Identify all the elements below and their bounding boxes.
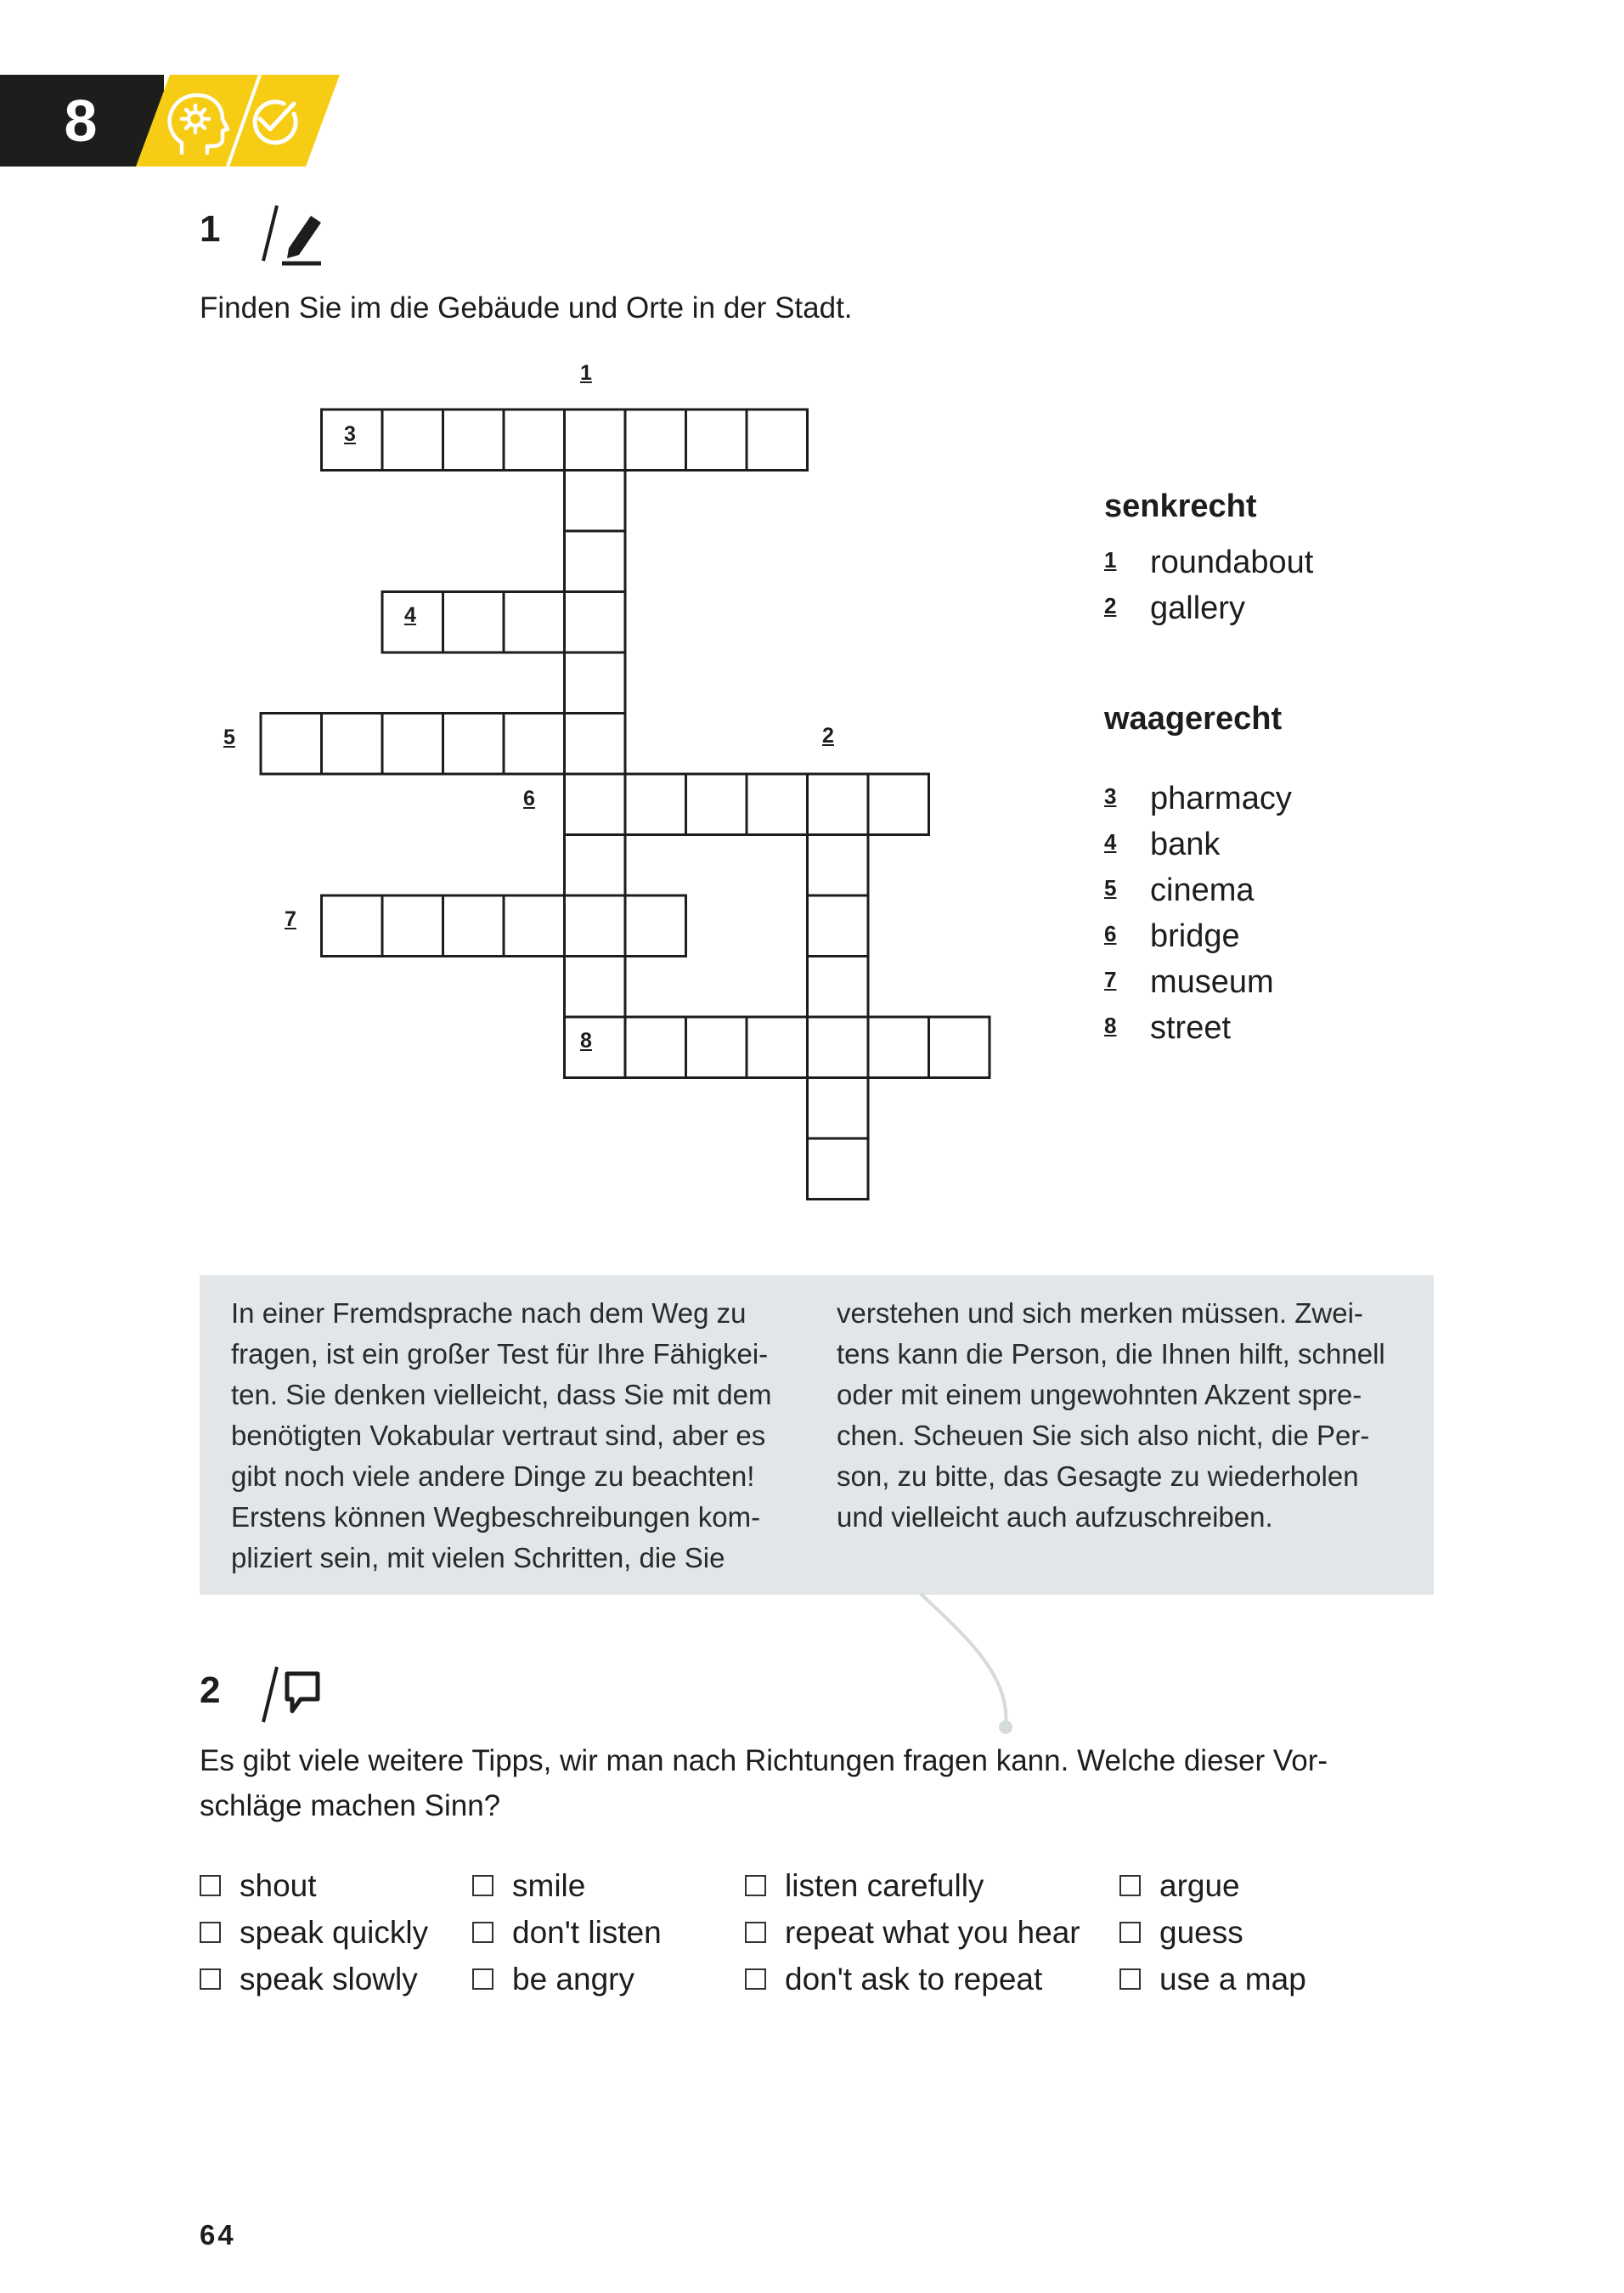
checkbox[interactable] (472, 1922, 493, 1943)
option-argue[interactable] (1119, 1862, 1306, 1909)
crossword-cell[interactable] (686, 774, 747, 835)
clue-text: gallery (1150, 590, 1245, 626)
option-label: speak quickly (240, 1915, 429, 1950)
crossword-cell[interactable] (808, 957, 869, 1018)
option-use-a-map[interactable] (1119, 1956, 1306, 2002)
crossword-cell[interactable] (625, 895, 686, 957)
exercise-1-instruction: Finden Sie im die Gebäude und Orte in der Stadt. (200, 291, 853, 325)
option-label: argue (1159, 1868, 1240, 1903)
clue-num: 2 (1104, 593, 1117, 618)
crossword-cell[interactable] (747, 1017, 808, 1078)
info-line: In einer Fremdsprache nach dem Weg zu (231, 1297, 747, 1329)
option-repeat-what-you-hear[interactable] (745, 1909, 1080, 1956)
info-line: ten. Sie denken vielleicht, dass Sie mit dem (231, 1379, 772, 1410)
clues-across-heading: waagerecht (1104, 701, 1283, 737)
clues-across (1104, 701, 1292, 1051)
clue-across-5 (1104, 867, 1292, 913)
clue-text: bank (1150, 827, 1221, 862)
crossword-cell[interactable] (808, 1078, 869, 1139)
info-line: und vielleicht auch aufzuschreiben. (837, 1501, 1273, 1533)
info-line: tens kann die Person, die Ihnen hilft, schnell (837, 1338, 1385, 1370)
checkbox[interactable] (1119, 1922, 1141, 1943)
crossword-cell[interactable] (808, 1017, 869, 1078)
option-label: smile (512, 1868, 586, 1903)
option-shout[interactable] (200, 1862, 428, 1909)
info-line: son, zu bitte, das Gesagte zu wiederholen (837, 1460, 1359, 1492)
checkbox[interactable] (200, 1922, 221, 1943)
option-label: don't ask to repeat (785, 1962, 1043, 1996)
crossword-cell[interactable] (382, 895, 443, 957)
clue-num: 1 (1104, 547, 1117, 573)
exercise-1-number: 1 (200, 208, 221, 250)
clue-down-1 (1104, 539, 1313, 585)
crossword-cell[interactable] (565, 592, 626, 653)
crossword-cell[interactable] (565, 409, 626, 471)
clue-text: bridge (1150, 918, 1240, 954)
option-speak-slowly[interactable] (200, 1956, 428, 2002)
crossword-cell[interactable] (565, 471, 626, 532)
crossword-cell[interactable] (747, 774, 808, 835)
crossword-cell[interactable] (382, 409, 443, 471)
options-column-1 (200, 1862, 428, 2002)
crossword-cell[interactable] (504, 592, 565, 653)
option-dont-listen[interactable] (472, 1909, 662, 1956)
clue-text: pharmacy (1150, 781, 1292, 816)
crossword-cell[interactable] (261, 714, 322, 775)
info-line: gibt noch viele andere Dinge zu beachten! (231, 1460, 755, 1492)
info-line: oder mit einem ungewohnten Akzent spre- (837, 1379, 1362, 1410)
info-line: pliziert sein, mit vielen Schritten, die Sie (231, 1542, 725, 1573)
option-smile[interactable] (472, 1862, 662, 1909)
option-dont-ask-to-repeat[interactable] (745, 1956, 1080, 2002)
exercise-2-instruction (200, 1738, 1328, 1828)
grid-label-8: 8 (580, 1029, 592, 1053)
grid-label-7: 7 (285, 907, 296, 931)
crossword-cell[interactable] (565, 895, 626, 957)
option-guess[interactable] (1119, 1909, 1306, 1956)
crossword-cell[interactable] (565, 652, 626, 714)
crossword-cell[interactable] (504, 714, 565, 775)
page-number: 64 (200, 2219, 236, 2251)
crossword-cell[interactable] (808, 895, 869, 957)
clue-num: 8 (1104, 1013, 1117, 1038)
checkbox[interactable] (745, 1875, 766, 1896)
crossword-cell[interactable] (808, 1138, 869, 1200)
clue-across-6 (1104, 913, 1292, 959)
option-speak-quickly[interactable] (200, 1909, 428, 1956)
crossword-cell[interactable] (565, 957, 626, 1018)
crossword-cell[interactable] (443, 714, 505, 775)
clue-text: museum (1150, 964, 1274, 1000)
clue-num: 5 (1104, 875, 1117, 901)
crossword-cell[interactable] (868, 774, 929, 835)
crossword-cell[interactable] (808, 774, 869, 835)
checkbox[interactable] (745, 1922, 766, 1943)
crossword-cell[interactable] (625, 774, 686, 835)
option-label: speak slowly (240, 1962, 418, 1996)
grid-label-3: 3 (344, 422, 356, 446)
grid-label-5: 5 (223, 726, 235, 749)
checkbox[interactable] (1119, 1968, 1141, 1990)
crossword-cell[interactable] (443, 592, 505, 653)
option-label: shout (240, 1868, 317, 1903)
crossword-cell[interactable] (504, 409, 565, 471)
crossword-cell[interactable] (686, 1017, 747, 1078)
heading-slash (263, 1667, 277, 1722)
clue-text: street (1150, 1010, 1232, 1046)
checkbox[interactable] (472, 1968, 493, 1990)
info-line: verstehen und sich merken müssen. Zwei- (837, 1297, 1363, 1329)
crossword-cell[interactable] (565, 774, 626, 835)
crossword-cell[interactable] (686, 409, 747, 471)
info-line: fragen, ist ein großer Test für Ihre Fähigkei- (231, 1338, 769, 1370)
clue-text: cinema (1150, 873, 1255, 908)
options-column-2 (472, 1862, 662, 2002)
options-column-3 (745, 1862, 1080, 2002)
info-box-right-column (837, 1293, 1397, 1538)
options-column-4 (1119, 1862, 1306, 2002)
crossword-cell[interactable] (322, 895, 383, 957)
grid-label-4: 4 (404, 603, 416, 627)
crossword-cell[interactable] (625, 1017, 686, 1078)
clue-down-2 (1104, 585, 1313, 631)
speech-bubble-icon (287, 1674, 318, 1711)
crossword-cell[interactable] (929, 1017, 990, 1078)
instruction-line: Es gibt viele weitere Tipps, wir man nach Richtungen fragen kann. Welche dieser Vor- (200, 1744, 1328, 1777)
clue-num: 7 (1104, 967, 1117, 992)
clue-num: 6 (1104, 921, 1117, 946)
info-box-left-column (231, 1293, 792, 1579)
clue-across-7 (1104, 959, 1292, 1005)
crossword-cell[interactable] (565, 835, 626, 896)
option-label: repeat what you hear (785, 1915, 1080, 1950)
grid-label-2: 2 (822, 724, 834, 748)
checkbox[interactable] (200, 1968, 221, 1990)
checkbox[interactable] (200, 1875, 221, 1896)
instruction-line: schläge machen Sinn? (200, 1789, 501, 1822)
clue-across-3 (1104, 776, 1292, 822)
option-listen-carefully[interactable] (745, 1862, 1080, 1909)
clue-text: roundabout (1150, 545, 1314, 580)
exercise-2-heading-icon (236, 1658, 364, 1735)
clues-down (1104, 489, 1313, 631)
option-label: guess (1159, 1915, 1243, 1950)
crossword-cell[interactable] (808, 835, 869, 896)
grid-label-1: 1 (580, 361, 592, 385)
exercise-2-number: 2 (200, 1669, 221, 1711)
crossword-cell[interactable] (565, 714, 626, 775)
crossword-cell[interactable] (565, 531, 626, 592)
checkbox[interactable] (472, 1875, 493, 1896)
crossword-cell[interactable] (443, 895, 505, 957)
crossword-cell[interactable] (504, 895, 565, 957)
crossword-cell[interactable] (625, 409, 686, 471)
info-line: Erstens können Wegbeschreibungen kom- (231, 1501, 761, 1533)
callout-connector (909, 1589, 1036, 1742)
option-label: don't listen (512, 1915, 662, 1950)
clue-across-8 (1104, 1005, 1292, 1051)
clue-num: 4 (1104, 829, 1117, 855)
checkbox[interactable] (745, 1968, 766, 1990)
crossword-cell[interactable] (747, 409, 808, 471)
clue-num: 3 (1104, 783, 1117, 809)
clues-down-heading: senkrecht (1104, 489, 1257, 524)
grid-label-6: 6 (523, 787, 535, 810)
option-be-angry[interactable] (472, 1956, 662, 2002)
option-label: listen carefully (785, 1868, 984, 1903)
option-label: use a map (1159, 1962, 1306, 1996)
crossword-cell[interactable] (382, 714, 443, 775)
crossword-cell[interactable] (322, 714, 383, 775)
crossword-cell[interactable] (443, 409, 505, 471)
option-label: be angry (512, 1962, 634, 1996)
info-line: chen. Scheuen Sie sich also nicht, die Per- (837, 1420, 1370, 1451)
crossword-cell[interactable] (565, 1017, 626, 1078)
crossword-cell[interactable] (868, 1017, 929, 1078)
clue-across-4 (1104, 822, 1292, 867)
checkbox[interactable] (1119, 1875, 1141, 1896)
info-line: benötigten Vokabular vertraut sind, aber es (231, 1420, 766, 1451)
chapter-number: 8 (64, 88, 98, 154)
